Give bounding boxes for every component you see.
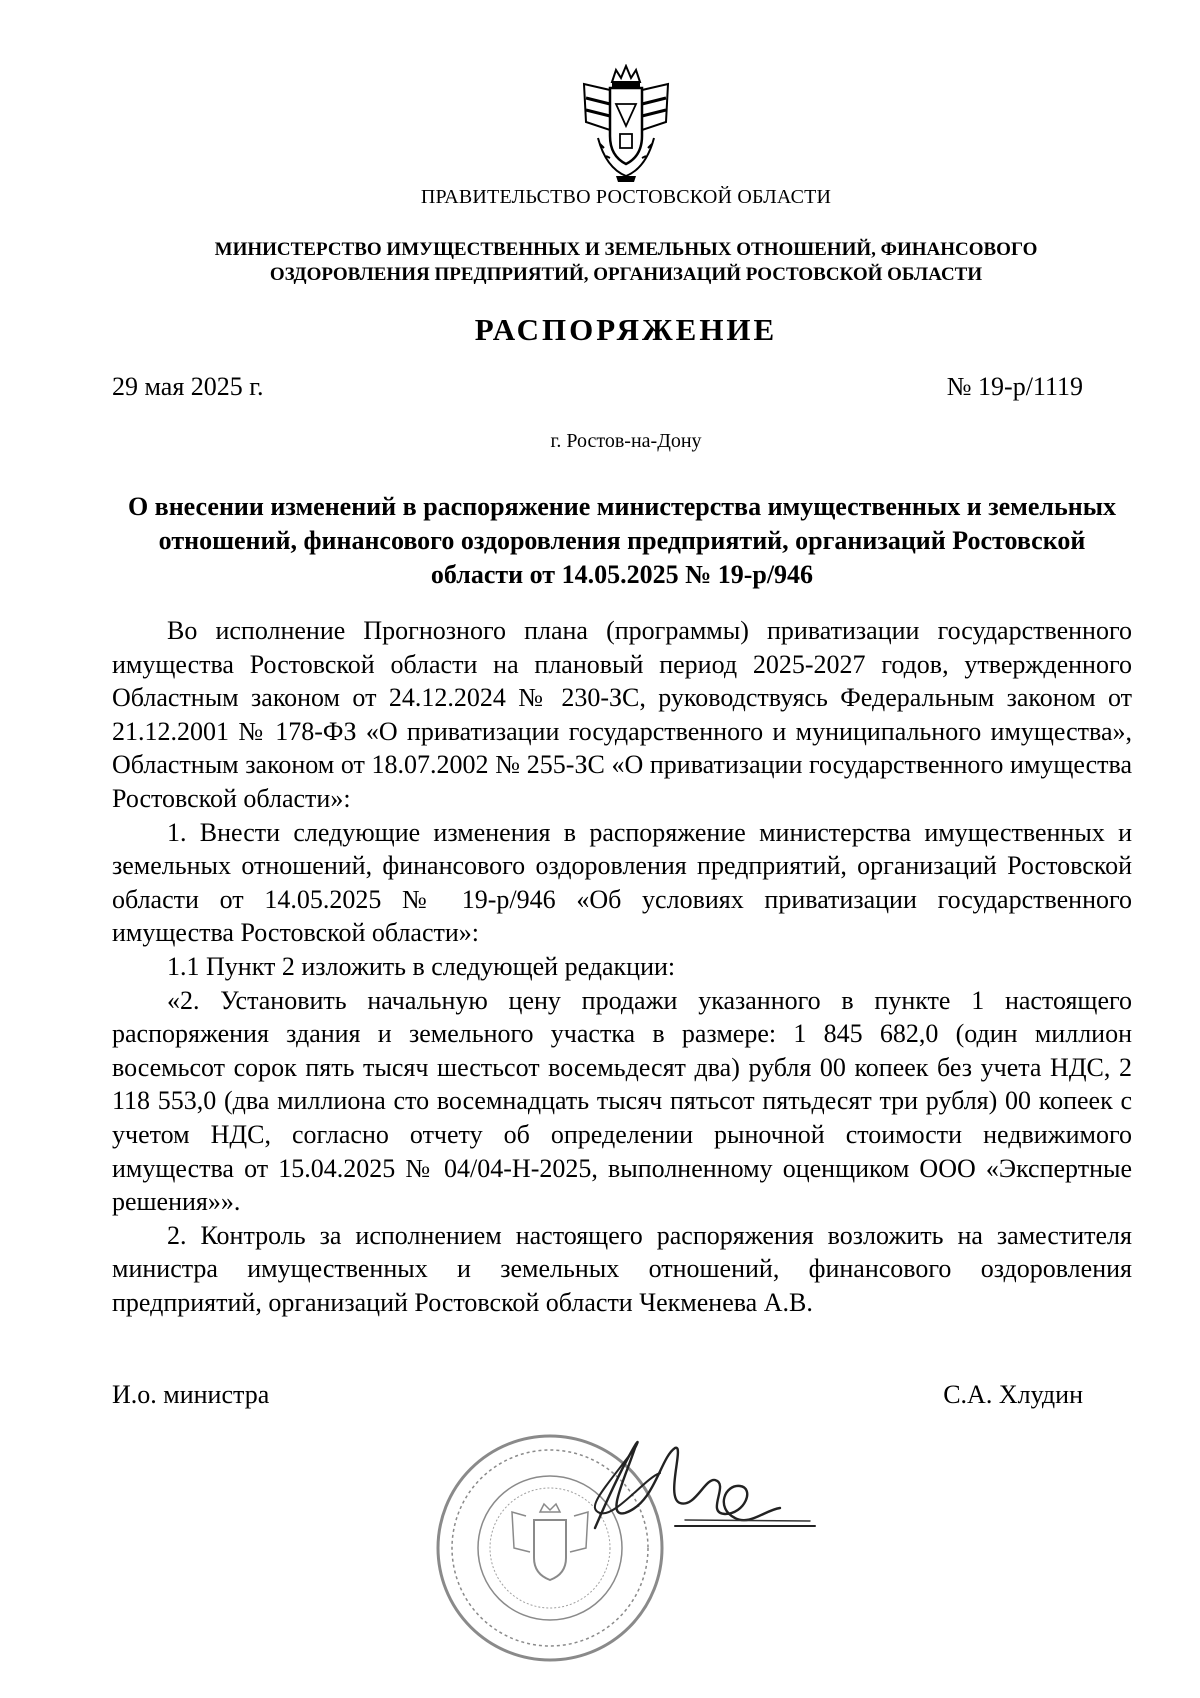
signatory-name: С.А. Хлудин xyxy=(943,1380,1083,1409)
handwritten-signature xyxy=(565,1418,825,1558)
ministry-name-line-1: МИНИСТЕРСТВО ИМУЩЕСТВЕННЫХ И ЗЕМЕЛЬНЫХ ОТНОШЕНИЙ, ФИНАНСОВОГО xyxy=(214,239,1038,260)
government-name: ПРАВИТЕЛЬСТВО РОСТОВСКОЙ ОБЛАСТИ xyxy=(420,186,832,208)
ministry-name xyxy=(140,237,1112,287)
document-title: О внесении изменений в распоряжение министерства имущественных и земельных отношений, финансового оздоровления предприятий, организаций Ростовской области от 14.05.2025 № 19-р/946 xyxy=(127,492,1117,589)
document-type: РАСПОРЯЖЕНИЕ xyxy=(474,312,778,347)
paragraph-item-2: 2. Контроль за исполнением настоящего распоряжения возложить на заместителя министра имущественных и земельных отношений, финансового оздоровления предприятий, организаций Ростовской области Чекменева А.В. xyxy=(112,1220,1132,1317)
coat-of-arms-icon xyxy=(576,64,676,184)
paragraph-item-1-1: 1.1 Пункт 2 изложить в следующей редакции: xyxy=(167,951,676,981)
document-number: № 19-р/1119 xyxy=(946,372,1083,401)
document-body xyxy=(112,614,1132,1319)
signatory-position: И.о. министра xyxy=(112,1380,270,1409)
paragraph-quoted-item-2: «2. Установить начальную цену продажи указанного в пункте 1 настоящего распоряжения здания и земельного участка в размере: 1 845 682,0 (один миллион восемьсот сорок пять тысяч шестьсот восемьдесят два) рубля 00 копеек без учета НДС, 2 118 553,0 (два миллиона сто восемнадцать тысяч пятьсот пятьдесят три рубля) 00 копеек с учетом НДС, согласно отчету об определении рыночной стоимости недвижимого имущества от 15.04.2025 № 04/04-Н-2025, выполненному оценщиком ООО «Экспертные решения»». xyxy=(112,985,1132,1217)
paragraph-item-1: 1. Внести следующие изменения в распоряжение министерства имущественных и земельных отношений, финансового оздоровления предприятий, организаций Ростовской области от 14.05.2025 № 19-р/946 «Об условиях приватизации государственного имущества Ростовской области»: xyxy=(112,817,1132,948)
document-date: 29 мая 2025 г. xyxy=(112,372,264,401)
ministry-name-line-2: ОЗДОРОВЛЕНИЯ ПРЕДПРИЯТИЙ, ОРГАНИЗАЦИЙ РОСТОВСКОЙ ОБЛАСТИ xyxy=(269,264,983,285)
paragraph-preamble: Во исполнение Прогнозного плана (программы) приватизации государственного имущества Ростовской области на плановый период 2025-2027 годов, утвержденного Областным законом от 24.12.2024 № 230-ЗС, руководствуясь Федеральным законом от 21.12.2001 № 178-ФЗ «О приватизации государственного и муниципального имущества», Областным законом от 18.07.2002 № 255-ЗС «О приватизации государственного имущества Ростовской области»: xyxy=(112,616,1132,813)
issue-city: г. Ростов-на-Дону xyxy=(550,430,702,452)
